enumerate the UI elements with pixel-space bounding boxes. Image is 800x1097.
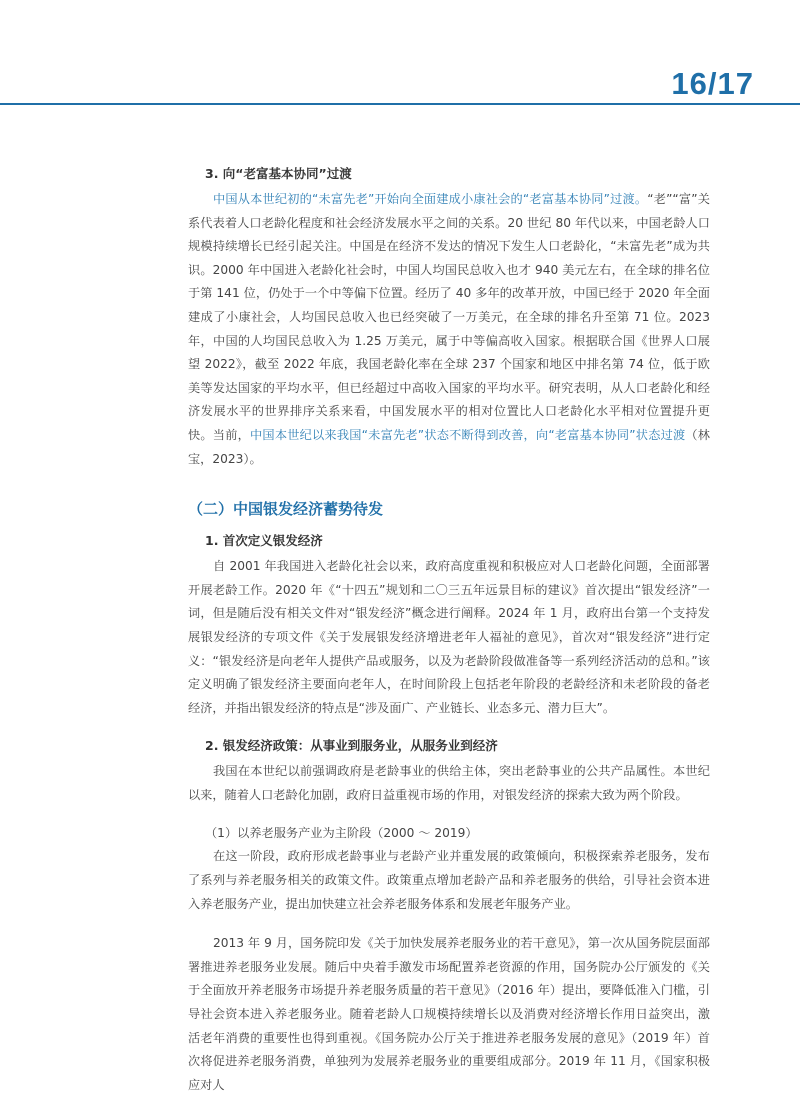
subsection-title-2: 2. 银发经济政策：从事业到服务业，从服务业到经济	[205, 738, 498, 754]
spacer	[188, 916, 710, 932]
section-heading: （二）中国银发经济蓄势待发	[188, 500, 384, 519]
paragraph-stage1: 在这一阶段，政府形成老龄事业与老龄产业并重发展的政策倾向，积极探索养老服务，发布了系列与养老服务相关的政策文件。政策重点增加老龄产品和养老服务的供给，引导社会资本进入养老服务产业，提出加快建立社会养老服务体系和发展老年服务产业。	[188, 849, 710, 911]
subsection-title-3: 3. 向“老富基本协同”过渡	[205, 166, 352, 181]
citation-text: （林宝，2023）。	[188, 427, 710, 466]
stage-title: （1）以养老服务产业为主阶段（2000 ～ 2019）	[205, 826, 478, 841]
highlight-text: 中国从本世纪初的“未富先老”开始向全面建成小康社会的“老富基本协同”过渡。	[213, 192, 648, 206]
header-rule	[0, 103, 800, 105]
paragraph-transition	[188, 188, 710, 471]
paragraph-stage1-detail: 2013 年 9 月，国务院印发《关于加快发展养老服务业的若干意见》，第一次从国务院层面部署推进养老服务业发展。随后中央着手激发市场配置养老资源的作用，国务院办公厅颁发的《关于全面放开养老服务市场提升养老服务质量的若干意见》（2016 年）提出，要降低准入门槛，引导社会资本进入养老服务业。随着老龄人口规模持续增长以及消费对经济增长作用日益突出，激活老年消费的重要性也得到重视。《国务院办公厅关于推进养老服务发展的意见》（2019 年）首次将促进养老服务消费，单独列为发展养老服务业的重要组成部分。2019 年 11 月，《国家积极应对人	[188, 936, 710, 1092]
paragraph-text: “老”“富”关系代表着人口老龄化程度和社会经济发展水平之间的关系。20 世纪 80 年代以来，中国老龄人口规模持续增长已经引起关注。中国是在经济不发达的情况下发生人口老龄化，“未富先老”成为共识。2000 年中国进入老龄化社会时，中国人均国民总收入也才 940 美元左右，在全球的排名位于第 141 位，仍处于一个中等偏下位置。经历了 40 多年的改革开放，中国已经于 2020 年全面建成了小康社会，人均国民总收入也已经突破了一万美元，在全球的排名升至第 71 位。2023 年，中国的人均国民总收入为 1.25 万美元，属于中等偏高收入国家。根据联合国《世界人口展望 2022》，截至 2022 年底，我国老龄化率在全球 237 个国家和地区中排名第 74 位，低于欧美等发达国家的平均水平，但已经超过中高收入国家的平均水平。研究表明，从人口老龄化和经济发展水平的世界排序关系来看，中国发展水平的相对位置比人口老龄化水平相对位置提升更快。当前，	[188, 192, 710, 442]
spacer	[188, 720, 710, 736]
page-number: 16/17	[671, 66, 754, 101]
document-body	[188, 164, 710, 1097]
highlight-text-2: 中国本世纪以来我国“未富先老”状态不断得到改善，向“老富基本协同”状态过渡	[250, 427, 686, 442]
subsection-title-1: 1. 首次定义银发经济	[205, 533, 323, 549]
paragraph-definition: 自 2001 年我国进入老龄化社会以来，政府高度重视和积极应对人口老龄化问题，全面部署开展老龄工作。2020 年《“十四五”规划和二〇三五年远景目标的建议》首次提出“银发经济”一词，但是随后没有相关文件对“银发经济”概念进行阐释。2024 年 1 月，政府出台第一个支持发展银发经济的专项文件《关于发展银发经济增进老年人福祉的意见》，首次对“银发经济”进行定义：“银发经济是向老年人提供产品或服务，以及为老龄阶段做准备等一系列经济活动的总和。”该定义明确了银发经济主要面向老年人，在时间阶段上包括老年阶段的老龄经济和未老阶段的备老经济，并指出银发经济的特点是“涉及面广、产业链长、业态多元、潜力巨大”。	[188, 559, 710, 715]
paragraph-policy: 我国在本世纪以前强调政府是老龄事业的供给主体，突出老龄事业的公共产品属性。本世纪以来，随着人口老龄化加剧，政府日益重视市场的作用，对银发经济的探索大致为两个阶段。	[188, 764, 710, 802]
